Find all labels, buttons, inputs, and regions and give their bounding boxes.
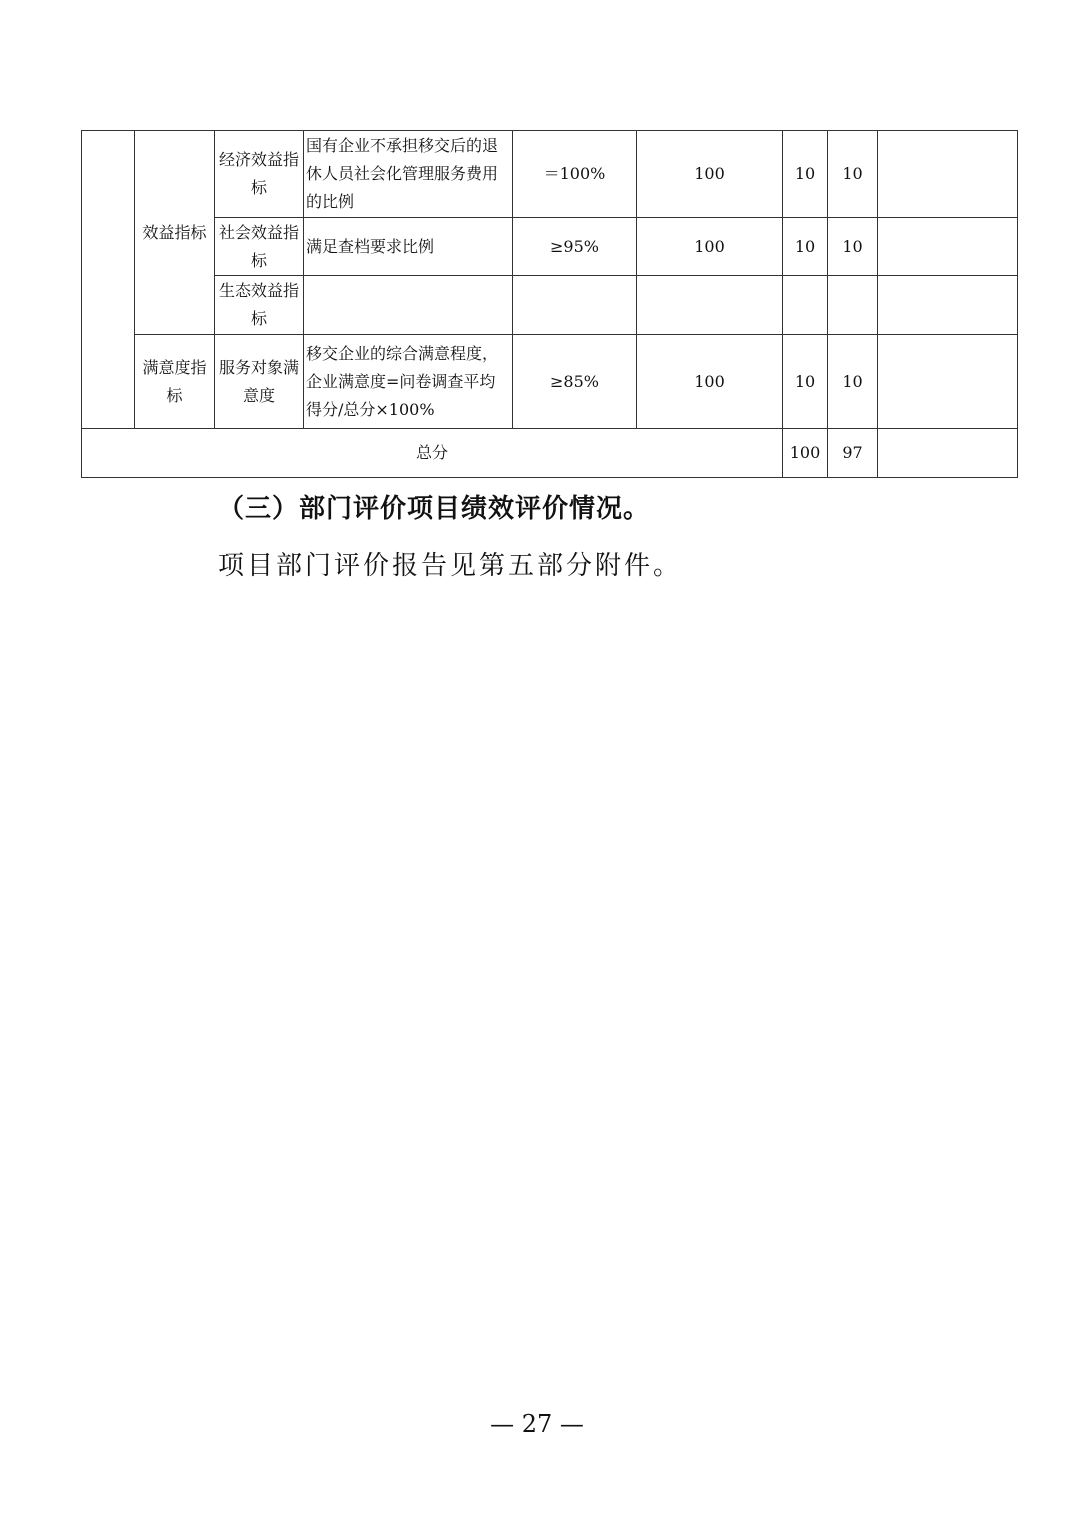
note-cell [878,218,1018,276]
actual-cell: 100 [637,218,783,276]
category-cell: 效益指标 [135,131,215,335]
section-heading: （三）部门评价项目绩效评价情况。 [218,494,651,524]
subcategory-cell: 社会效益指标 [215,218,304,276]
target-cell: ≥85% [513,335,637,429]
category-cell: 满意度指标 [135,335,215,429]
target-cell: ＝100% [513,131,637,218]
target-cell: ≥95% [513,218,637,276]
indicator-cell: 国有企业不承担移交后的退休人员社会化管理服务费用的比例 [304,131,513,218]
subcategory-cell: 服务对象满意度 [215,335,304,429]
subcategory-cell: 经济效益指标 [215,131,304,218]
weight-cell: 10 [783,218,828,276]
actual-cell: 100 [637,131,783,218]
total-row [82,429,1018,478]
score-cell: 10 [828,131,878,218]
weight-cell: 10 [783,335,828,429]
body-paragraph: 项目部门评价报告见第五部分附件。 [218,551,683,581]
subcategory-cell: 生态效益指标 [215,276,304,335]
weight-cell: 10 [783,131,828,218]
actual-cell [637,276,783,335]
indicator-cell: 移交企业的综合满意程度，企业满意度=问卷调查平均得分/总分×100% [304,335,513,429]
table-row [82,335,1018,429]
note-cell [878,276,1018,335]
page-number: — 27 — [490,1410,584,1438]
indicator-cell: 满足查档要求比例 [304,218,513,276]
score-cell: 10 [828,335,878,429]
blank-first-column-cell [82,131,135,429]
score-cell: 10 [828,218,878,276]
score-cell [828,276,878,335]
total-label-cell: 总分 [82,429,783,478]
weight-cell [783,276,828,335]
note-cell [878,335,1018,429]
actual-cell: 100 [637,335,783,429]
note-cell [878,131,1018,218]
table-row [82,218,1018,276]
table-row [82,131,1018,218]
total-score-cell: 97 [828,429,878,478]
indicator-cell [304,276,513,335]
target-cell [513,276,637,335]
total-weight-cell: 100 [783,429,828,478]
total-note-cell [878,429,1018,478]
performance-table [81,130,1018,478]
table-row [82,276,1018,335]
